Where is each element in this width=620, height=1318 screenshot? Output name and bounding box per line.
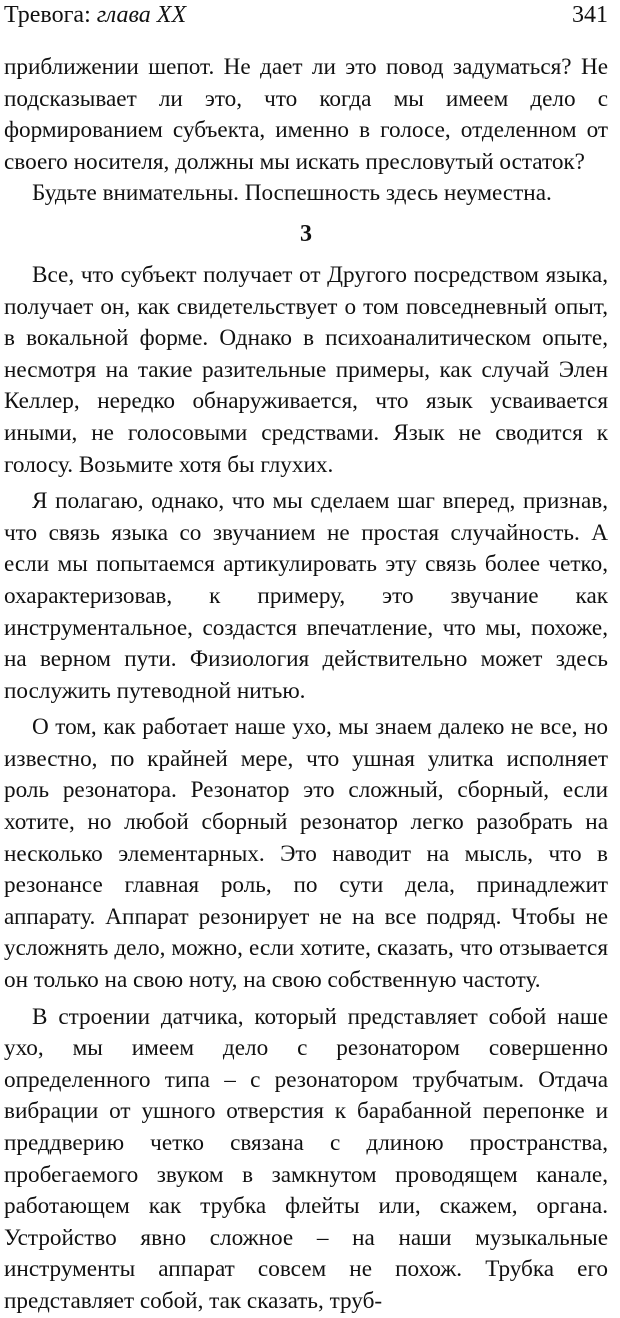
- page-number: 341: [572, 2, 608, 28]
- paragraph-continued: приближении шепот. Не дает ли это повод задуматься? Не подсказывает ли это, что когда мы имеем дело с формированием субъекта, именно в голосе, отделенном от своего носителя, должны мы искать пресловутый остаток?: [4, 54, 608, 175]
- paragraph: Все, что субъект получает от Другого посредством языка, получает он, как свидетельствует о том повседневный опыт, в вокальной форме. Однако в психоаналитическом опыте, несмотря на такие разительные примеры, как случай Элен Келлер, нередко обнаруживается, что язык усваивается иными, не голосовыми средствами. Язык не сводится к голосу. Возьмите хотя бы глухих.: [4, 261, 608, 478]
- section-number: 3: [300, 220, 312, 247]
- paragraph: О том, как работает наше ухо, мы знаем далеко не все, но известно, по крайней мере, что ушная улитка исполняет роль резонатора. Резонатор это сложный, сборный, если хотите, но любой сборный резонатор легко разобрать на несколько элементарных. Это наводит на мысль, что в резонансе главная роль, по сути дела, принадлежит аппарату. Аппарат резонирует не на все подряд. Чтобы не усложнять дело, можно, если хотите, сказать, что отзывается он только на свою ноту, на свою собственную частоту.: [4, 714, 608, 994]
- paragraph: В строении датчика, который представляет собой наше ухо, мы имеем дело с резонатором совершенно определенного типа – с резонатором трубчатым. Отдача вибрации от ушного отверстия к барабанной перепонке и преддверию четко связана с длиною пространства, пробегаемого звуком в замкнутом проводящем канале, работающем как трубка флейты или, скажем, органа. Устройство явно сложное – на наши музыкальные инструменты аппарат совсем не похож. Трубка его представляет собой, так сказать, труб-: [4, 1003, 608, 1314]
- chapter-title: [4, 2, 186, 29]
- paragraph: Я полагаю, однако, что мы сделаем шаг вперед, признав, что связь языка со звучанием не простая случайность. А если мы попытаемся артикулировать эту связь более четко, охарактеризовав, к примеру, это звучание как инструментальное, создастся впечатление, что мы, похоже, на верном пути. Физиология действительно может здесь послужить путеводной нитью.: [4, 488, 608, 704]
- body-text: [4, 52, 608, 1318]
- chapter-title-regular: Тревога:: [4, 2, 97, 28]
- running-head: [4, 2, 608, 32]
- paragraph: Будьте внимательны. Поспешность здесь неуместна.: [32, 180, 552, 207]
- chapter-title-italic: глава XX: [96, 2, 187, 28]
